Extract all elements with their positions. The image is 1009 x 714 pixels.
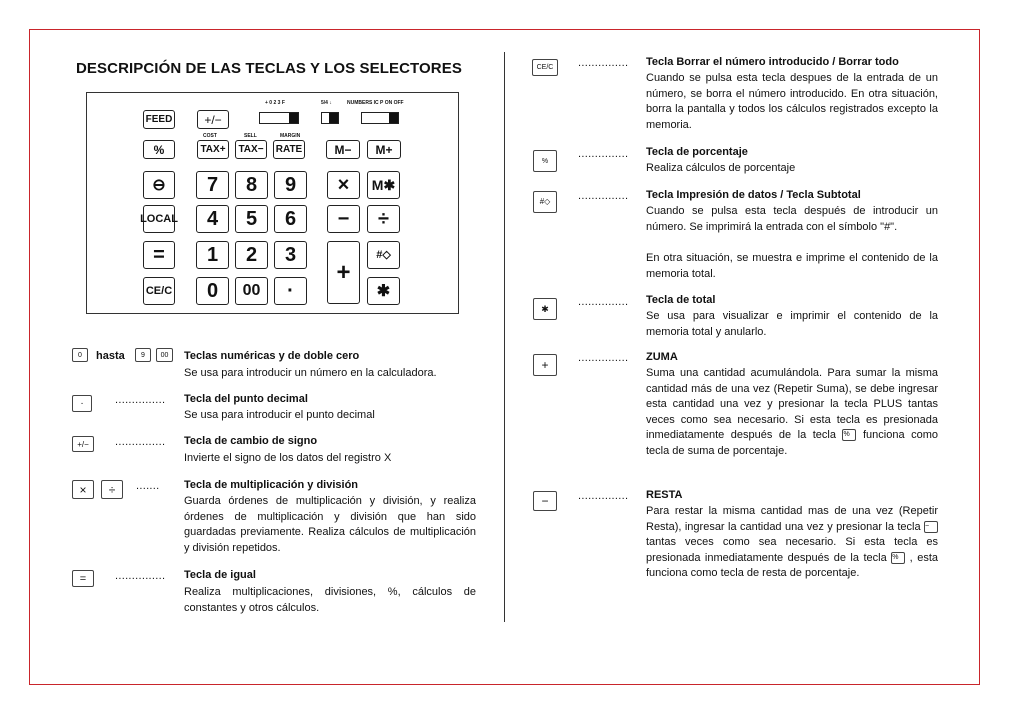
sell-label: SELL bbox=[244, 133, 257, 139]
mode-selector[interactable] bbox=[361, 112, 399, 124]
nine-key-icon: 9 bbox=[135, 348, 151, 362]
key-5[interactable]: 5 bbox=[235, 205, 268, 233]
total-text: Se usa para visualizar e imprimir el contenido de la memoria total y anularlo. bbox=[646, 310, 938, 338]
key-8[interactable]: 8 bbox=[235, 171, 268, 199]
clear-entry-text: Cuando se pulsa esta tecla despues de la entrada de un número, se borra el número introducido. En otra situación, borra la pantalla y todos los cálculos registrados excepto la memoria. bbox=[646, 72, 938, 131]
equal-title: Tecla de igual bbox=[184, 569, 256, 581]
numeric-keys-title: Teclas numéricas y de doble cero bbox=[184, 350, 360, 362]
total-key[interactable]: ✱ bbox=[367, 277, 400, 305]
key-0[interactable]: 0 bbox=[196, 277, 229, 305]
leader-dots: ............... bbox=[578, 490, 629, 502]
decimal-selector-scale: + 0 2 3 F bbox=[265, 100, 285, 106]
rounding-selector[interactable] bbox=[321, 112, 339, 124]
minus-key[interactable]: − bbox=[327, 205, 360, 233]
key-3[interactable]: 3 bbox=[274, 241, 307, 269]
multiply-key[interactable]: × bbox=[327, 171, 360, 199]
zero-key-icon: 0 bbox=[72, 348, 88, 362]
leader-dots: ............... bbox=[578, 148, 629, 160]
sign-change-title: Tecla de cambio de signo bbox=[184, 435, 318, 447]
key-00[interactable]: 00 bbox=[235, 277, 268, 305]
mode-selector-scale: NUMBERS IC P ON OFF bbox=[347, 100, 404, 106]
minus-text: Para restar la misma cantidad mas de una vez (Repetir Resta), ingresar la cantidad una vez y presionar la tecla − tantas veces como sea necesario. Si esta tecla es presionada inmediatamente después de la tecla % , esta funciona como tecla de resta de porcentaje. bbox=[646, 505, 938, 580]
equal-key[interactable]: = bbox=[143, 241, 175, 269]
minus-inline-icon: − bbox=[924, 521, 938, 533]
double-zero-key-icon: 00 bbox=[156, 348, 173, 362]
total-key-icon: ✱ bbox=[533, 298, 557, 320]
plus-text: Suma una cantidad acumulándola. Para sumar la misma cantidad más de una vez (Repetir Suma), se debe ingresar esta cantidad una vez y presionar la tecla PLUS tantas veces como sea necesario. Si esta tecla es presionada inmediatamente después de la tecla % funciona como tecla de suma de porcentaje. bbox=[646, 367, 938, 457]
tax-plus-key[interactable]: TAX+ bbox=[197, 140, 229, 159]
leader-dots: ............... bbox=[115, 436, 166, 448]
key-4[interactable]: 4 bbox=[196, 205, 229, 233]
sign-change-text: Invierte el signo de los datos del registro X bbox=[184, 452, 392, 464]
hasta-label: hasta bbox=[96, 350, 125, 362]
rate-key[interactable]: RATE bbox=[273, 140, 305, 159]
memory-plus-key[interactable]: M+ bbox=[367, 140, 401, 159]
multiply-key-icon: × bbox=[72, 480, 94, 499]
minus-key-icon: − bbox=[533, 491, 557, 511]
decimal-selector[interactable] bbox=[259, 112, 299, 124]
sign-change-key[interactable]: +/− bbox=[197, 110, 229, 129]
tax-minus-key[interactable]: TAX− bbox=[235, 140, 267, 159]
calculator-keyboard bbox=[86, 92, 459, 314]
memory-recall-key[interactable]: M✱ bbox=[367, 171, 400, 199]
equal-text: Realiza multiplicaciones, divisiones, %, cálculos de constantes y otros cálculos. bbox=[184, 586, 476, 614]
subtotal-key-icon: #◇ bbox=[533, 191, 557, 213]
percent-key-icon: % bbox=[533, 150, 557, 172]
key-1[interactable]: 1 bbox=[196, 241, 229, 269]
plus-key[interactable]: + bbox=[327, 241, 360, 304]
leader-dots: ............... bbox=[115, 570, 166, 582]
plus-key-icon: + bbox=[533, 354, 557, 376]
subtotal-text: Cuando se pulsa esta tecla después de introducir un número. Se imprimirá la entrada con el símbolo "#". bbox=[646, 205, 938, 233]
decimal-point-title: Tecla del punto decimal bbox=[184, 393, 308, 405]
numeric-keys-text: Se usa para introducir un número en la calculadora. bbox=[184, 367, 437, 379]
feed-key[interactable]: FEED bbox=[143, 110, 175, 129]
percent-title: Tecla de porcentaje bbox=[646, 146, 748, 158]
local-key[interactable]: LOCAL bbox=[143, 205, 175, 233]
clear-entry-key-icon: CE/C bbox=[532, 59, 558, 76]
leader-dots: ............... bbox=[115, 394, 166, 406]
decimal-point-key-icon: · bbox=[72, 395, 92, 412]
rounding-selector-scale: 5/4 ↓ bbox=[321, 100, 332, 106]
memory-minus-key[interactable]: M− bbox=[326, 140, 360, 159]
leader-dots: ....... bbox=[136, 480, 160, 492]
key-2[interactable]: 2 bbox=[235, 241, 268, 269]
subtotal-title: Tecla Impresión de datos / Tecla Subtotal bbox=[646, 189, 861, 201]
key-7[interactable]: 7 bbox=[196, 171, 229, 199]
percent-inline-icon: % bbox=[842, 429, 856, 441]
sign-change-key-icon: +/− bbox=[72, 436, 94, 452]
clear-entry-key[interactable]: CE/C bbox=[143, 277, 175, 305]
leader-dots: ............... bbox=[578, 296, 629, 308]
subtotal-text-2: En otra situación, se muestra e imprime el contenido de la memoria total. bbox=[646, 252, 938, 280]
subtotal-key[interactable]: #◇ bbox=[367, 241, 400, 269]
key-9[interactable]: 9 bbox=[274, 171, 307, 199]
leader-dots: ............... bbox=[578, 57, 629, 69]
multiply-divide-title: Tecla de multiplicación y división bbox=[184, 479, 359, 491]
grand-total-key[interactable]: ⊖ bbox=[143, 171, 175, 199]
page-title: DESCRIPCIÓN DE LAS TECLAS Y LOS SELECTORES bbox=[76, 60, 462, 77]
divide-key-icon: ÷ bbox=[101, 480, 123, 499]
total-title: Tecla de total bbox=[646, 294, 716, 306]
percent-key[interactable]: % bbox=[143, 140, 175, 159]
key-6[interactable]: 6 bbox=[274, 205, 307, 233]
clear-entry-title: Tecla Borrar el número introducido / Borrar todo bbox=[646, 56, 899, 68]
margin-label: MARGIN bbox=[280, 133, 301, 139]
plus-title: ZUMA bbox=[646, 351, 678, 363]
decimal-point-text: Se usa para introducir el punto decimal bbox=[184, 409, 375, 421]
divide-key[interactable]: ÷ bbox=[367, 205, 400, 233]
percent-text: Realiza cálculos de porcentaje bbox=[646, 162, 796, 174]
multiply-divide-text: Guarda órdenes de multiplicación y división, y realiza órdenes de multiplicación y división que han sido guardadas previamente. Realiza cálculos de multiplicación y división repetidos. bbox=[184, 495, 476, 554]
column-divider bbox=[504, 52, 505, 622]
leader-dots: ............... bbox=[578, 190, 629, 202]
decimal-point-key[interactable]: · bbox=[274, 277, 307, 305]
leader-dots: ............... bbox=[578, 352, 629, 364]
minus-title: RESTA bbox=[646, 489, 683, 501]
cost-label: COST bbox=[203, 133, 217, 139]
percent-inline-icon: % bbox=[891, 552, 905, 564]
equal-key-icon: = bbox=[72, 570, 94, 587]
